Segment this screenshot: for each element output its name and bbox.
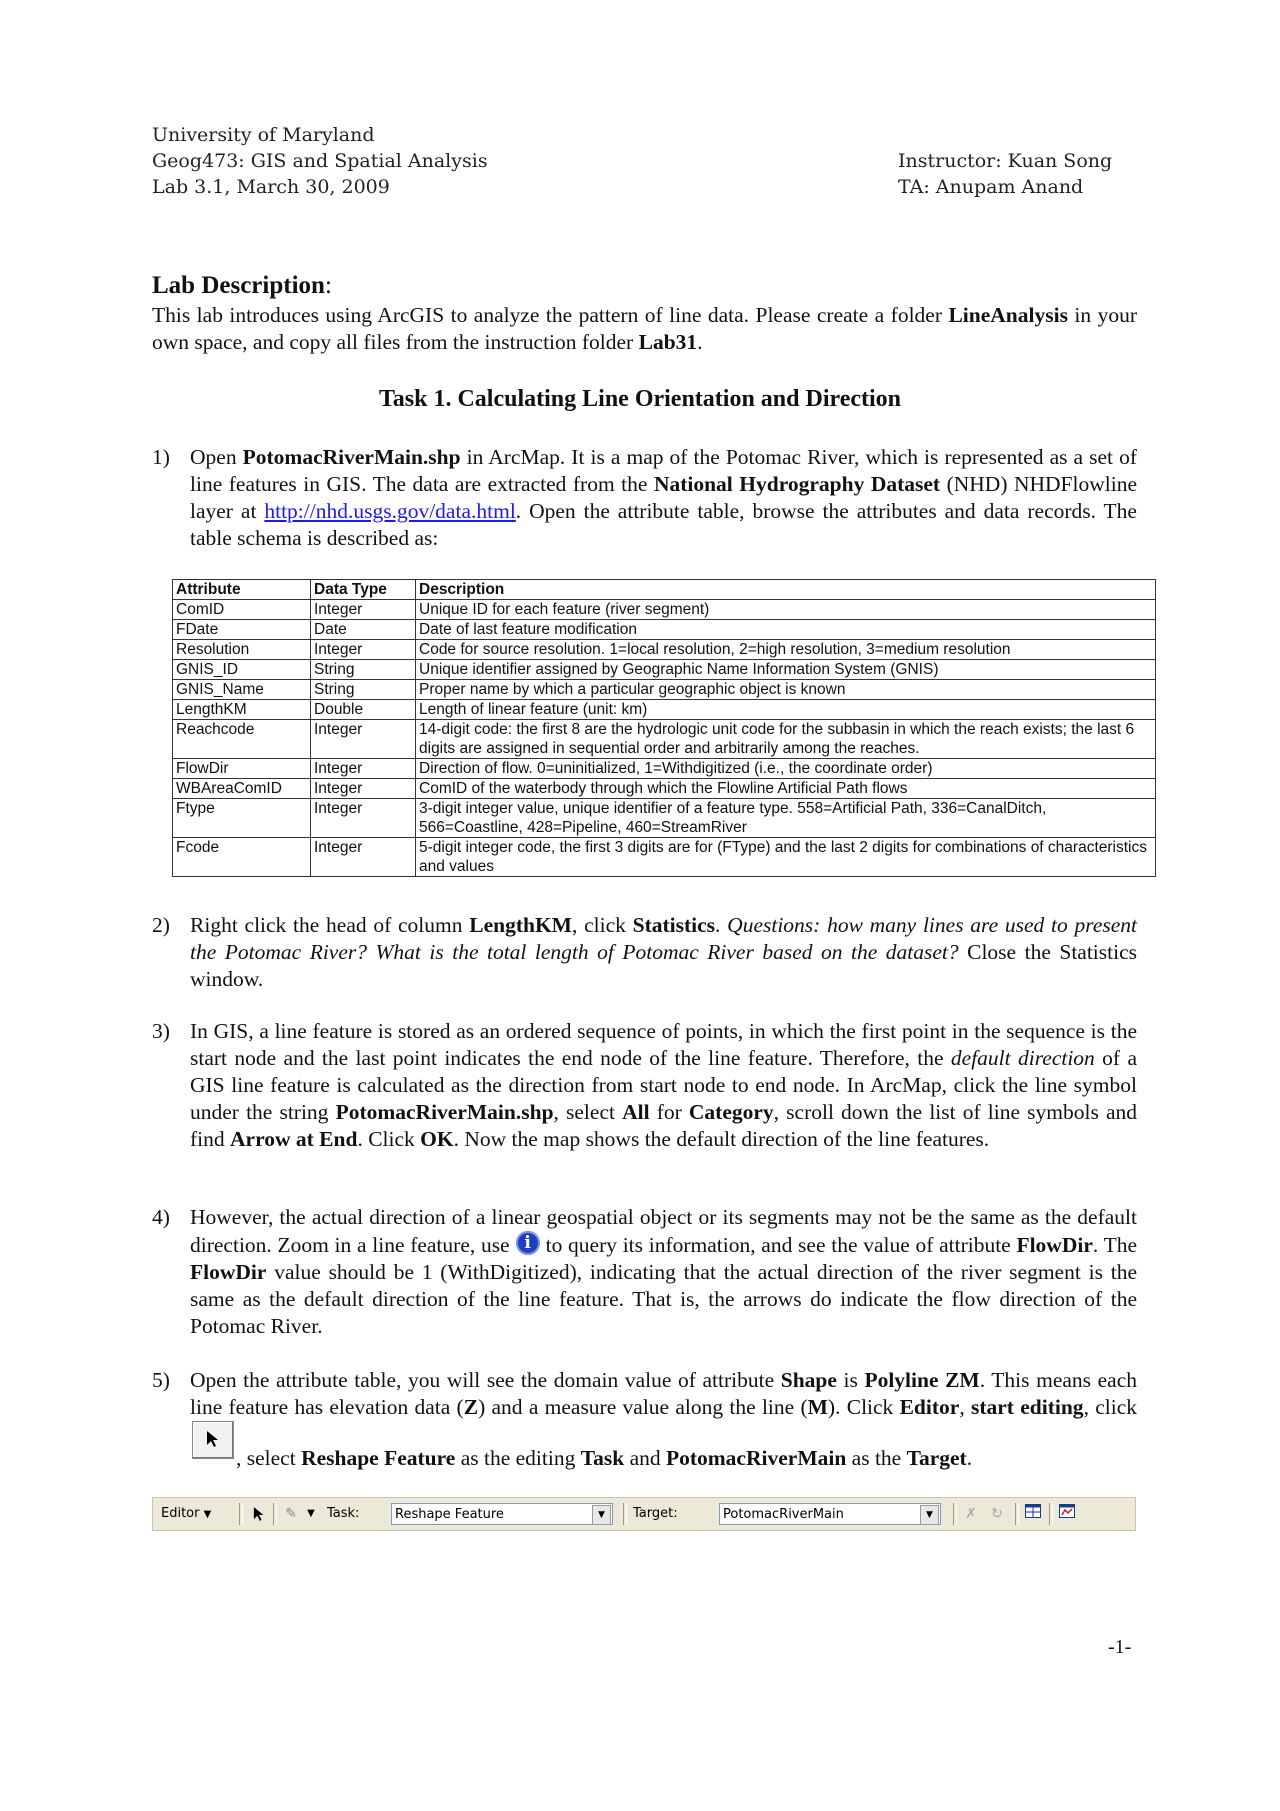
table-cell: Resolution: [173, 640, 311, 660]
table-row: [173, 600, 1156, 620]
table-row: [173, 700, 1156, 720]
step-number: 2): [152, 913, 170, 937]
step-text: and: [624, 1446, 666, 1470]
shape-attribute: Shape: [780, 1368, 837, 1392]
step-text: as the: [846, 1446, 907, 1470]
folder-name: LineAnalysis: [948, 303, 1068, 327]
step-text: .: [715, 913, 728, 937]
table-row: [173, 620, 1156, 640]
ta-line: TA: Anupam Anand: [898, 176, 1084, 198]
table-cell: FlowDir: [173, 759, 311, 779]
desc-text: in your own space, and copy all files from the instruction folder: [152, 303, 1137, 354]
step-text: to query its information, and see the value of attribute: [545, 1233, 1017, 1257]
step-text: . Open the attribute table, browse the attributes and data records. The table schema is described as:: [190, 499, 1137, 550]
attributes-table-icon: [1025, 1504, 1041, 1518]
table-cell: 3-digit integer value, unique identifier of a feature type. 558=Artificial Path, 336=CanalDitch, 566=Coastline, 428=Pipeline, 460=StreamRiver: [416, 799, 1156, 838]
sketch-properties-icon: [1059, 1504, 1075, 1518]
reshape-feature-task: Reshape Feature: [301, 1446, 456, 1470]
step-text: , click: [1083, 1395, 1137, 1419]
chevron-down-icon: ▼: [203, 1509, 212, 1520]
step-4: [152, 1204, 1137, 1340]
shapefile-name: PotomacRiverMain.shp: [335, 1100, 554, 1124]
step-text: In GIS, a line feature is stored as an ordered sequence of points, in which the first point in the sequence is the start node and the last point indicates the end node of the line feature. Therefore, the: [190, 1019, 1137, 1070]
dataset-name: National Hydrography Dataset: [653, 472, 941, 496]
lab-question: Questions: how many lines are used to present the Potomac River? What is the total length of Potomac River based on the dataset?: [190, 913, 1137, 964]
step-text: However, the actual direction of a linear geospatial object or its segments may not be the same as the default direction. Zoom in a line feature, use: [190, 1205, 1137, 1257]
step-text: . Click: [357, 1127, 421, 1151]
rotate-tool-button[interactable]: [987, 1504, 1007, 1524]
task-dropdown-value: Reshape Feature: [395, 1507, 504, 1522]
table-cell: Double: [311, 700, 416, 720]
toolbar-divider: [953, 1503, 957, 1525]
emphasis-term: default direction: [950, 1046, 1095, 1070]
table-row: [173, 640, 1156, 660]
column-name: LengthKM: [469, 913, 572, 937]
step-text: . This means each line feature has elevation data (: [190, 1368, 1138, 1419]
table-cell: Integer: [311, 640, 416, 660]
step-text: (NHD) NHDFlowline layer at: [190, 472, 1137, 523]
arrow-at-end-symbol: Arrow at End: [230, 1127, 358, 1151]
step-1: [152, 444, 1137, 552]
university-line: University of Maryland: [152, 124, 375, 146]
lab-date-line: Lab 3.1, March 30, 2009: [152, 176, 390, 198]
table-cell: Integer: [311, 600, 416, 620]
step-text: , click: [571, 913, 633, 937]
step-number: 3): [152, 1019, 170, 1043]
nhd-data-link[interactable]: http://nhd.usgs.gov/data.html: [264, 499, 516, 523]
staff-header: [898, 148, 1112, 200]
table-cell: LengthKM: [173, 700, 311, 720]
toolbar-divider: [273, 1503, 277, 1525]
table-cell: GNIS_Name: [173, 680, 311, 700]
step-2: [152, 912, 1137, 993]
sketch-properties-button[interactable]: [1057, 1504, 1077, 1524]
table-cell: String: [311, 680, 416, 700]
attribute-schema-table: [172, 579, 1156, 877]
table-row: [173, 838, 1156, 877]
table-cell: WBAreaComID: [173, 779, 311, 799]
step-text: value should be 1 (WithDigitized), indicating that the actual direction of the river segment is the same as the default direction of the line feature. That is, the arrows do indicate the flow direction of the Potomac River.: [190, 1260, 1137, 1338]
task-label: Task: [580, 1446, 625, 1470]
desc-text: This lab introduces using ArcGIS to analyze the pattern of line data. Please create a folder: [152, 303, 949, 327]
target-dropdown-value: PotomacRiverMain: [723, 1507, 844, 1522]
table-cell: Integer: [311, 838, 416, 877]
table-cell: Integer: [311, 759, 416, 779]
all-option: All: [622, 1100, 650, 1124]
step-text: is: [836, 1368, 865, 1392]
z-label: Z: [463, 1395, 479, 1419]
table-row: [173, 680, 1156, 700]
column-header: Data Type: [311, 580, 416, 600]
course-header: [152, 122, 488, 200]
table-cell: String: [311, 660, 416, 680]
table-cell: Integer: [311, 720, 416, 759]
table-cell: Code for source resolution. 1=local resolution, 2=high resolution, 3=medium resolution: [416, 640, 1156, 660]
statistics-command: Statistics: [632, 913, 716, 937]
step-text: ,: [959, 1395, 971, 1419]
table-cell: Date: [311, 620, 416, 640]
table-cell: Date of last feature modification: [416, 620, 1156, 640]
step-text: , scroll down the list of line symbols and find: [190, 1100, 1137, 1151]
step-text: Open the attribute table, you will see the domain value of attribute: [190, 1368, 781, 1392]
table-cell: ComID: [173, 600, 311, 620]
step-5: [152, 1367, 1137, 1472]
table-row: [173, 660, 1156, 680]
instructor-line: Instructor: Kuan Song: [898, 150, 1113, 172]
step-text: Open: [190, 445, 243, 469]
step-3: [152, 1018, 1137, 1153]
toolbar-divider: [1049, 1503, 1053, 1525]
m-label: M: [807, 1395, 828, 1419]
table-row: [173, 720, 1156, 759]
page-number: -1-: [1108, 1636, 1132, 1658]
editor-menu-button[interactable]: [161, 1498, 211, 1530]
editor-menu-label: Editor: [161, 1506, 200, 1521]
task1-title: Task 1. Calculating Line Orientation and Direction: [378, 386, 902, 412]
step-text: . The: [1092, 1233, 1137, 1257]
step-text: .: [966, 1446, 973, 1470]
course-line: Geog473: GIS and Spatial Analysis: [152, 150, 488, 172]
table-cell: Unique identifier assigned by Geographic Name Information System (GNIS): [416, 660, 1156, 680]
step-text: , select: [236, 1446, 302, 1470]
target-label: Target:: [633, 1506, 678, 1521]
lab-description-text: [152, 302, 1137, 356]
shapefile-name: PotomacRiverMain.shp: [242, 445, 461, 469]
step-number: 1): [152, 445, 170, 469]
task-label: Task:: [327, 1506, 360, 1521]
editor-command: Editor: [899, 1395, 960, 1419]
table-cell: GNIS_ID: [173, 660, 311, 680]
table-cell: Fcode: [173, 838, 311, 877]
step-number: 4): [152, 1205, 170, 1229]
table-cell: Proper name by which a particular geographic object is known: [416, 680, 1156, 700]
table-cell: 14-digit code: the first 8 are the hydrologic unit code for the subbasin in which the reach exists; the last 6 digits are assigned in sequential order and arbitrarily among the reaches.: [416, 720, 1156, 759]
heading-colon: :: [324, 272, 332, 299]
table-cell: Unique ID for each feature (river segment): [416, 600, 1156, 620]
column-header: Description: [416, 580, 1156, 600]
toolbar-divider: [239, 1503, 243, 1525]
toolbar-divider: [1015, 1503, 1019, 1525]
table-row: [173, 779, 1156, 799]
table-cell: Reachcode: [173, 720, 311, 759]
step-text: , select: [553, 1100, 623, 1124]
step-text: Close the Statistics window.: [190, 940, 1138, 991]
edit-tool-button[interactable]: [249, 1504, 269, 1524]
identify-info-icon: i: [516, 1231, 540, 1255]
category-option: Category: [688, 1100, 774, 1124]
flowdir-attribute: FlowDir: [190, 1260, 267, 1284]
step-text: ). Click: [827, 1395, 900, 1419]
table-cell: ComID of the waterbody through which the Flowline Artificial Path flows: [416, 779, 1156, 799]
table-row: [173, 799, 1156, 838]
start-editing-command: start editing: [970, 1395, 1084, 1419]
sketch-tool-dropdown[interactable]: [301, 1504, 321, 1524]
table-cell: Ftype: [173, 799, 311, 838]
chevron-down-icon: ▼: [920, 1505, 939, 1525]
ok-command: OK: [420, 1127, 454, 1151]
step-text: for: [649, 1100, 689, 1124]
chevron-down-icon: ▼: [592, 1505, 611, 1525]
lab-description-title: Lab Description: [152, 272, 325, 299]
step-number: 5): [152, 1368, 170, 1392]
polyline-zm-value: Polyline ZM: [864, 1368, 980, 1392]
table-cell: 5-digit integer code, the first 3 digits are for (FType) and the last 2 digits for combinations of characteristics and values: [416, 838, 1156, 877]
column-header: Attribute: [173, 580, 311, 600]
step-text: as the editing: [455, 1446, 581, 1470]
cursor-arrow-icon: [253, 1506, 265, 1522]
step-text: Right click the head of column: [190, 913, 470, 937]
step-text: ) and a measure value along the line (: [478, 1395, 808, 1419]
desc-text: .: [697, 330, 703, 354]
table-cell: Length of linear feature (unit: km): [416, 700, 1156, 720]
source-folder-name: Lab31: [638, 330, 698, 354]
cursor-arrow-icon: [206, 1430, 220, 1448]
table-header-row: [173, 580, 1156, 600]
lab-description-heading: [152, 272, 332, 300]
task-dropdown[interactable]: [391, 1503, 613, 1525]
rotate-icon: ↻: [991, 1506, 1003, 1522]
edit-tool-arrow-button: [192, 1421, 234, 1459]
step-text: in ArcMap. It is a map of the Potomac River, which is represented as a set of line features in GIS. The data are extracted from the: [190, 445, 1137, 496]
step-text: of a GIS line feature is calculated as the direction from start node to end node. In ArcMap, click the line symbol under the string: [190, 1046, 1137, 1124]
target-layer-name: PotomacRiverMain: [665, 1446, 847, 1470]
pencil-icon: ✎: [285, 1506, 297, 1522]
toolbar-divider: [623, 1503, 627, 1525]
flowdir-attribute: FlowDir: [1016, 1233, 1093, 1257]
table-cell: Direction of flow. 0=uninitialized, 1=Withdigitized (i.e., the coordinate order): [416, 759, 1156, 779]
split-icon: ✗: [965, 1506, 977, 1522]
split-tool-button[interactable]: [961, 1504, 981, 1524]
chevron-down-icon: ▼: [307, 1508, 315, 1519]
table-cell: Integer: [311, 799, 416, 838]
sketch-tool-button[interactable]: [281, 1504, 301, 1524]
target-label: Target: [906, 1446, 967, 1470]
attributes-button[interactable]: [1023, 1504, 1043, 1524]
table-cell: FDate: [173, 620, 311, 640]
table-row: [173, 759, 1156, 779]
target-dropdown[interactable]: [719, 1503, 941, 1525]
table-cell: Integer: [311, 779, 416, 799]
step-text: . Now the map shows the default direction of the line features.: [453, 1127, 990, 1151]
editor-toolbar: [152, 1497, 1136, 1531]
